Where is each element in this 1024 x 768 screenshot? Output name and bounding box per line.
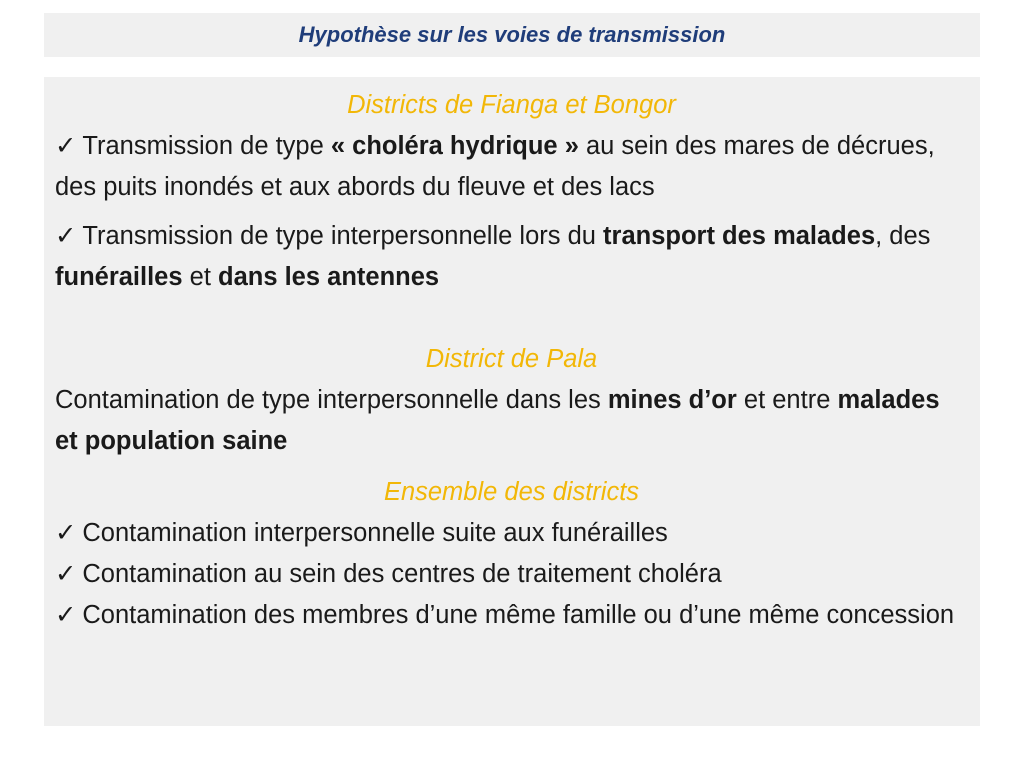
spacer xyxy=(55,462,968,472)
heading-ensemble: Ensemble des districts xyxy=(383,478,640,506)
emphasis-funerailles: funérailles xyxy=(55,263,183,291)
page-title: Hypothèse sur les voies de transmission xyxy=(298,22,726,47)
bullet-ensemble-1: ✓ Contamination interpersonnelle suite aux funérailles xyxy=(55,513,968,554)
bullet-ensemble-3: ✓ Contamination des membres d’une même famille ou d’une même concession xyxy=(55,595,968,636)
content-box xyxy=(44,77,980,726)
checkmark-icon: ✓ xyxy=(55,560,77,588)
paragraph-pala: Contamination de type interpersonnelle dans les mines d’or et entre malades et population saine xyxy=(55,386,940,455)
emphasis-malades-population: malades et population saine xyxy=(55,386,940,455)
heading-pala: District de Pala xyxy=(425,345,598,373)
emphasis-transport-malades: transport des malades xyxy=(603,222,876,250)
bullet-cholera-hydrique: ✓ Transmission de type « choléra hydrique » au sein des mares de décrues, des puits inondés et aux abords du fleuve et des lacs xyxy=(55,126,968,208)
emphasis-cholera-hydrique: « choléra hydrique » xyxy=(330,132,579,160)
bullet-ensemble-2: ✓ Contamination au sein des centres de traitement choléra xyxy=(55,554,968,595)
checkmark-icon: ✓ xyxy=(55,222,77,250)
checkmark-icon: ✓ xyxy=(55,519,77,547)
spacer xyxy=(55,298,968,339)
title-bar xyxy=(44,13,980,57)
emphasis-mines-or: mines d’or xyxy=(607,386,737,414)
heading-fianga-bongor: Districts de Fianga et Bongor xyxy=(347,91,676,119)
checkmark-icon: ✓ xyxy=(55,601,77,629)
bullet-interpersonnelle: ✓ Transmission de type interpersonnelle lors du transport des malades, des funérailles et dans les antennes xyxy=(55,216,968,298)
emphasis-antennes: dans les antennes xyxy=(218,263,440,291)
checkmark-icon: ✓ xyxy=(55,132,77,160)
